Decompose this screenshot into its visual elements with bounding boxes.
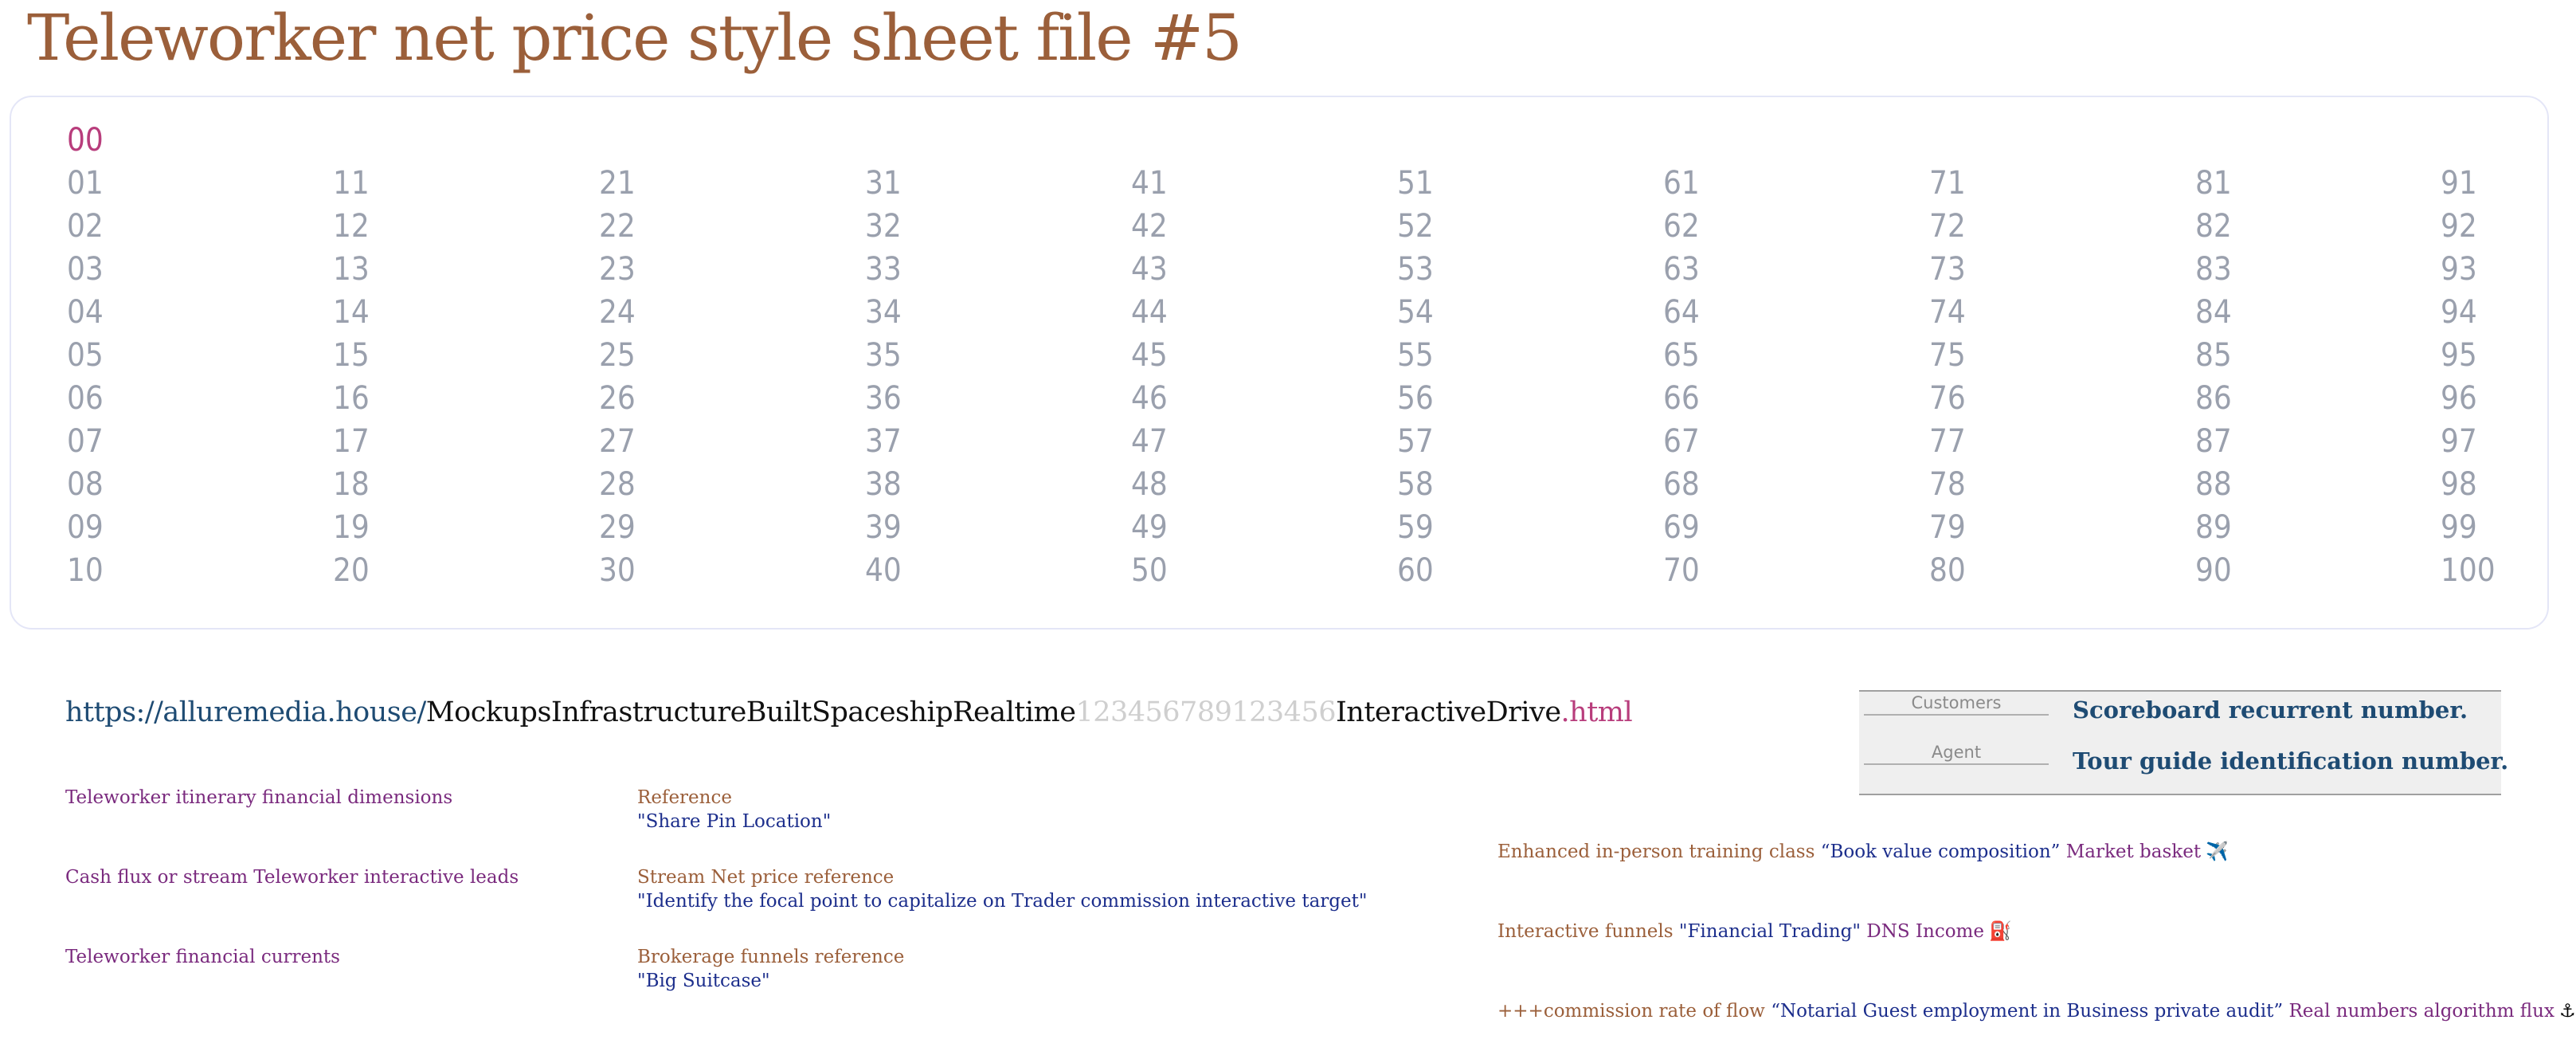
grid-number: 27 [599, 423, 636, 460]
grid-number: 52 [1397, 208, 1434, 245]
grid-number: 24 [599, 294, 636, 331]
grid-number: 72 [1929, 208, 1966, 245]
grid-number: 11 [333, 165, 370, 202]
grid-number: 74 [1929, 294, 1966, 331]
grid-number: 16 [333, 380, 370, 417]
ship-icon: ⚓ [2558, 1001, 2576, 1022]
agent-label: Agent [1864, 743, 2049, 765]
grid-number: 78 [1929, 466, 1966, 503]
grid-number: 17 [333, 423, 370, 460]
url-path-end: InteractiveDrive [1335, 696, 1561, 728]
grid-number: 06 [67, 380, 104, 417]
grid-number: 98 [2441, 466, 2477, 503]
right-item: Interactive funnels "Financial Trading" DNS Income ⛽ [1497, 921, 2012, 942]
grid-number: 100 [2441, 552, 2496, 589]
grid-number: 34 [865, 294, 902, 331]
grid-number: 20 [333, 552, 370, 589]
grid-number: 03 [67, 251, 104, 288]
number-grid [10, 96, 2549, 630]
grid-number: 13 [333, 251, 370, 288]
grid-number: 09 [67, 509, 104, 546]
airplane-icon: ✈️ [2206, 841, 2229, 862]
grid-number: 42 [1131, 208, 1168, 245]
left-item: Cash flux or stream Teleworker interactive leads [65, 867, 519, 888]
grid-number: 38 [865, 466, 902, 503]
grid-number: 59 [1397, 509, 1434, 546]
grid-number: 61 [1663, 165, 1700, 202]
grid-number: 15 [333, 337, 370, 374]
grid-number: 32 [865, 208, 902, 245]
grid-number: 51 [1397, 165, 1434, 202]
grid-number: 81 [2195, 165, 2232, 202]
url-path: MockupsInfrastructureBuiltSpaceshipRealtime [425, 696, 1076, 728]
grid-number: 89 [2195, 509, 2232, 546]
grid-number: 93 [2441, 251, 2477, 288]
right-item: +++commission rate of flow “Notarial Guest employment in Business private audit” Real numbers algorithm flux ⚓ [1497, 1001, 2576, 1022]
grid-number: 45 [1131, 337, 1168, 374]
url-link[interactable] [65, 695, 1632, 730]
grid-number: 14 [333, 294, 370, 331]
grid-number: 66 [1663, 380, 1700, 417]
grid-number: 75 [1929, 337, 1966, 374]
grid-number: 30 [599, 552, 636, 589]
grid-number: 23 [599, 251, 636, 288]
url-domain: https://alluremedia.house/ [65, 696, 426, 728]
grid-number: 41 [1131, 165, 1168, 202]
grid-number: 67 [1663, 423, 1700, 460]
grid-number: 97 [2441, 423, 2477, 460]
grid-number: 55 [1397, 337, 1434, 374]
grid-number: 36 [865, 380, 902, 417]
grid-number: 88 [2195, 466, 2232, 503]
left-item: Teleworker financial currents [65, 947, 340, 967]
grid-number: 71 [1929, 165, 1966, 202]
grid-number: 76 [1929, 380, 1966, 417]
info-box [1859, 690, 2509, 795]
grid-number: 82 [2195, 208, 2232, 245]
fuel-pump-icon: ⛽ [1988, 921, 2012, 942]
grid-number: 92 [2441, 208, 2477, 245]
reference-value: "Identify the focal point to capitalize on Trader commission interactive target" [637, 891, 1368, 912]
grid-number: 57 [1397, 423, 1434, 460]
grid-number: 70 [1663, 552, 1700, 589]
agent-value: Tour guide identification number. [2073, 747, 2509, 775]
grid-number: 49 [1131, 509, 1168, 546]
grid-number: 99 [2441, 509, 2477, 546]
grid-number: 96 [2441, 380, 2477, 417]
grid-number: 19 [333, 509, 370, 546]
grid-number: 83 [2195, 251, 2232, 288]
grid-number: 40 [865, 552, 902, 589]
grid-number: 08 [67, 466, 104, 503]
grid-number: 25 [599, 337, 636, 374]
grid-number: 85 [2195, 337, 2232, 374]
grid-number: 58 [1397, 466, 1434, 503]
grid-number: 31 [865, 165, 902, 202]
reference-label: Reference [637, 787, 732, 808]
grid-number-highlighted: 00 [67, 122, 104, 159]
reference-value: "Share Pin Location" [637, 811, 832, 832]
reference-label: Brokerage funnels reference [637, 947, 905, 967]
grid-number: 37 [865, 423, 902, 460]
grid-number: 10 [67, 552, 104, 589]
left-item: Teleworker itinerary financial dimensions [65, 787, 453, 808]
grid-number: 77 [1929, 423, 1966, 460]
grid-number: 69 [1663, 509, 1700, 546]
grid-number: 90 [2195, 552, 2232, 589]
grid-number: 84 [2195, 294, 2232, 331]
grid-number: 48 [1131, 466, 1168, 503]
grid-number: 05 [67, 337, 104, 374]
grid-number: 33 [865, 251, 902, 288]
grid-number: 35 [865, 337, 902, 374]
grid-number: 46 [1131, 380, 1168, 417]
grid-number: 47 [1131, 423, 1168, 460]
grid-number: 07 [67, 423, 104, 460]
grid-number: 87 [2195, 423, 2232, 460]
grid-number: 44 [1131, 294, 1168, 331]
grid-number: 56 [1397, 380, 1434, 417]
grid-number: 95 [2441, 337, 2477, 374]
grid-number: 01 [67, 165, 104, 202]
grid-number: 43 [1131, 251, 1168, 288]
grid-number: 18 [333, 466, 370, 503]
grid-number: 04 [67, 294, 104, 331]
page-title: Teleworker net price style sheet file #5 [27, 1, 1241, 75]
grid-number: 28 [599, 466, 636, 503]
customers-value: Scoreboard recurrent number. [2073, 696, 2468, 724]
grid-number: 79 [1929, 509, 1966, 546]
url-digits: 123456789123456 [1075, 696, 1336, 728]
grid-number: 86 [2195, 380, 2232, 417]
reference-value: "Big Suitcase" [637, 971, 770, 991]
grid-number: 91 [2441, 165, 2477, 202]
url-extension: .html [1560, 696, 1633, 728]
grid-number: 02 [67, 208, 104, 245]
grid-number: 22 [599, 208, 636, 245]
grid-number: 53 [1397, 251, 1434, 288]
right-item: Enhanced in-person training class “Book value composition” Market basket ✈️ [1497, 841, 2229, 862]
grid-number: 54 [1397, 294, 1434, 331]
grid-number: 80 [1929, 552, 1966, 589]
grid-number: 68 [1663, 466, 1700, 503]
grid-number: 63 [1663, 251, 1700, 288]
grid-number: 73 [1929, 251, 1966, 288]
grid-number: 60 [1397, 552, 1434, 589]
reference-label: Stream Net price reference [637, 867, 895, 888]
grid-number: 94 [2441, 294, 2477, 331]
grid-number: 26 [599, 380, 636, 417]
grid-number: 39 [865, 509, 902, 546]
grid-number: 21 [599, 165, 636, 202]
grid-number: 50 [1131, 552, 1168, 589]
grid-number: 65 [1663, 337, 1700, 374]
grid-number: 29 [599, 509, 636, 546]
grid-number: 64 [1663, 294, 1700, 331]
customers-label: Customers [1864, 693, 2049, 716]
grid-number: 62 [1663, 208, 1700, 245]
grid-number: 12 [333, 208, 370, 245]
